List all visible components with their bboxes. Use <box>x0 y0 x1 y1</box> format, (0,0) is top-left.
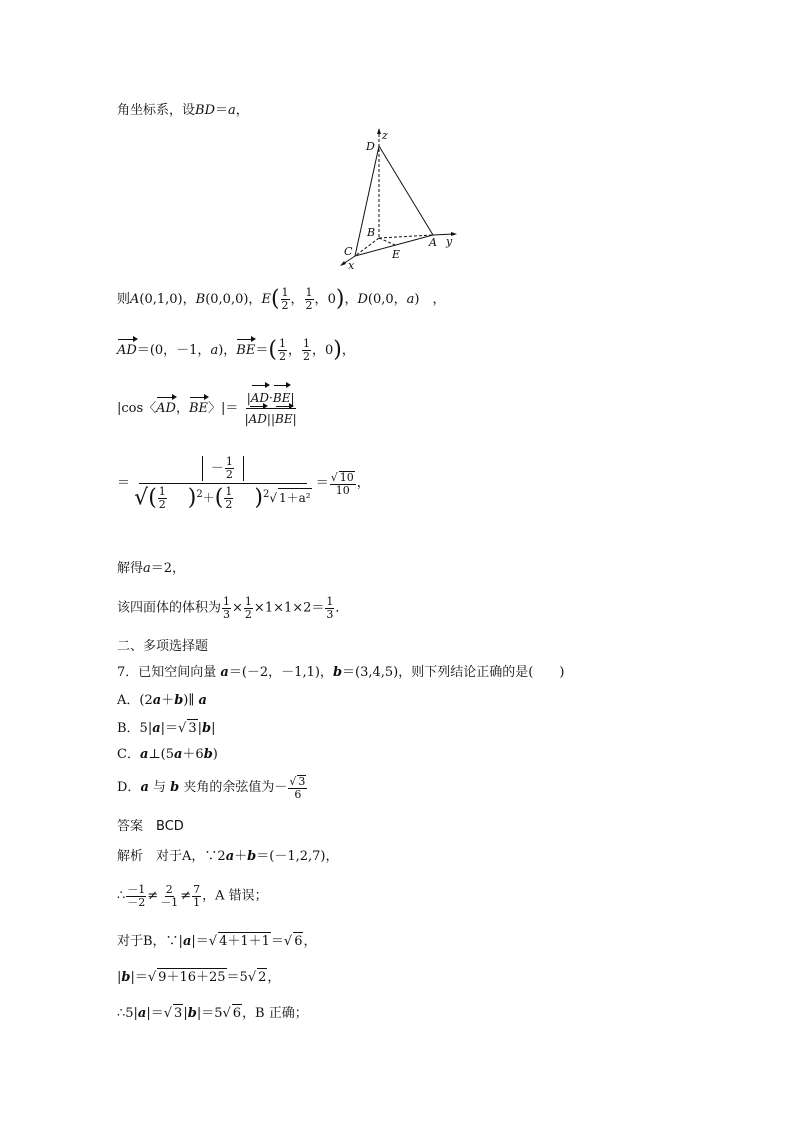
label-x: x <box>348 259 355 272</box>
frac-half: $\frac{1}{2}$ <box>278 337 286 363</box>
var-bd: BD <box>195 103 215 118</box>
line-solve: 解得a＝2， <box>117 561 186 576</box>
question-7: 7．已知空间向量 a＝(－2，－1,1)，b＝(3,4,5)，则下列结论正确的是( ) <box>117 665 565 680</box>
coord-A: (0,1,0)， <box>139 292 196 307</box>
step-norm-a: 对于B，∵|a|＝√ 4＋1＋1＝√ 6， <box>117 934 317 949</box>
pt-D: D <box>357 292 368 307</box>
analysis-line: 解析 对于A，∵2a＋b＝(－1,2,7)， <box>117 849 339 864</box>
option-A[interactable]: A．(2a＋b)∥ a <box>117 693 207 708</box>
label-E: E <box>392 248 401 261</box>
punct: ， <box>235 103 249 118</box>
frac-rhs: $\frac{√ 10}{10}$ <box>330 470 354 497</box>
var-a: a <box>210 343 219 358</box>
line-coord-intro <box>117 102 249 120</box>
label-z: z <box>382 129 388 142</box>
text: ＝(0，－1， <box>136 343 211 358</box>
line-cos: |cos〈AD，BE〉|＝ $\frac{|AD\cdot BE|}{|AD||BE|}$ <box>117 388 299 429</box>
pt-E: E <box>261 292 271 307</box>
text: 角坐标系，设 <box>117 103 196 118</box>
punct: )， <box>218 343 237 358</box>
coord-E-z: 0 <box>327 292 336 307</box>
label-A: A <box>429 236 437 249</box>
var-a: a <box>228 103 236 118</box>
frac-half: $\frac{1}{2}$ <box>302 337 310 363</box>
option-D[interactable]: D．a 与 b 夹角的余弦值为－ $\frac{√ 3}{6}$ <box>117 775 306 801</box>
tetrahedron-figure <box>335 128 465 272</box>
frac-half: $\frac{1}{2}$ <box>305 286 313 312</box>
step-norm-b: |b|＝√ 9＋16＋25＝5√ 2， <box>117 970 281 985</box>
eq: ＝ <box>117 475 131 491</box>
coord-D: (0,0， <box>367 292 407 307</box>
option-B[interactable]: B．5|a|＝√ 3|b| <box>117 721 216 736</box>
vec-BE: BE <box>189 401 209 416</box>
section-heading: 二、多项选择题 <box>117 639 209 654</box>
line-volume: 该四面体的体积为 $\frac{1}{3}$ × $\frac{1}{2}$ ×1×1×2＝ $\frac{1}{3}$ ． <box>117 595 349 621</box>
frac-cos: $\frac{|AD\cdot BE|}{|AD||BE|}$ <box>244 388 298 429</box>
label-y: y <box>446 235 453 248</box>
var-a: a <box>406 292 415 307</box>
label-D: D <box>366 140 375 153</box>
eq: ＝ <box>215 103 229 118</box>
coord-B: (0,0,0)， <box>205 292 262 307</box>
vec-AD: AD <box>156 401 176 416</box>
line-coordinates: 则A(0,1,0)，B(0,0,0)，E( $\frac{1}{2}$ ， $\frac{1}{2}$ ，0)，D(0,0，a) ， <box>117 286 446 312</box>
answer-value: BCD <box>156 819 184 834</box>
coord: 0 <box>324 343 334 358</box>
vec-AD: AD <box>117 343 137 358</box>
pt-A: A <box>130 292 140 307</box>
pt-B: B <box>195 292 206 307</box>
punct: ) ， <box>414 292 446 307</box>
frac-big: － $\frac{1}{2}$ √( $\frac{1}{2}$ )$^2$＋( $\frac{1}{2}$ )$^2$√ 1＋a² <box>134 455 311 511</box>
frac-half: $\frac{1}{2}$ <box>281 286 289 312</box>
text: 则 <box>117 292 131 307</box>
eq: ＝ <box>255 343 269 358</box>
label-B: B <box>367 226 376 239</box>
label-C: C <box>344 245 353 258</box>
line-vectors: AD＝(0，－1，a)，BE＝( $\frac{1}{2}$ ， $\frac{1}{2}$ ，0)， <box>117 337 355 363</box>
line-cos-value: ＝ － $\frac{1}{2}$ √( $\frac{1}{2}$ )$^2$＋( $\frac{1}{2}$ )$^2$√ 1＋a² ＝ $\frac{√ 10}{10}$ ， <box>117 455 370 511</box>
step-ratio: ∴ $\frac{-1}{-2}$ ≠ $\frac{2}{-1}$ ≠ $\frac{7}{1}$ ，A 错误； <box>117 883 268 909</box>
option-C[interactable]: C．a⊥(5a＋6b) <box>117 747 218 762</box>
punct: ， <box>341 343 355 358</box>
text: 〉|＝ <box>208 401 239 416</box>
text: |cos〈 <box>117 401 157 416</box>
answer-line: 答案 BCD <box>117 819 184 834</box>
vec-BE: BE <box>236 343 256 358</box>
step-conclude-B: ∴5|a|＝√ 3|b|＝5√ 6，B 正确； <box>117 1006 308 1021</box>
